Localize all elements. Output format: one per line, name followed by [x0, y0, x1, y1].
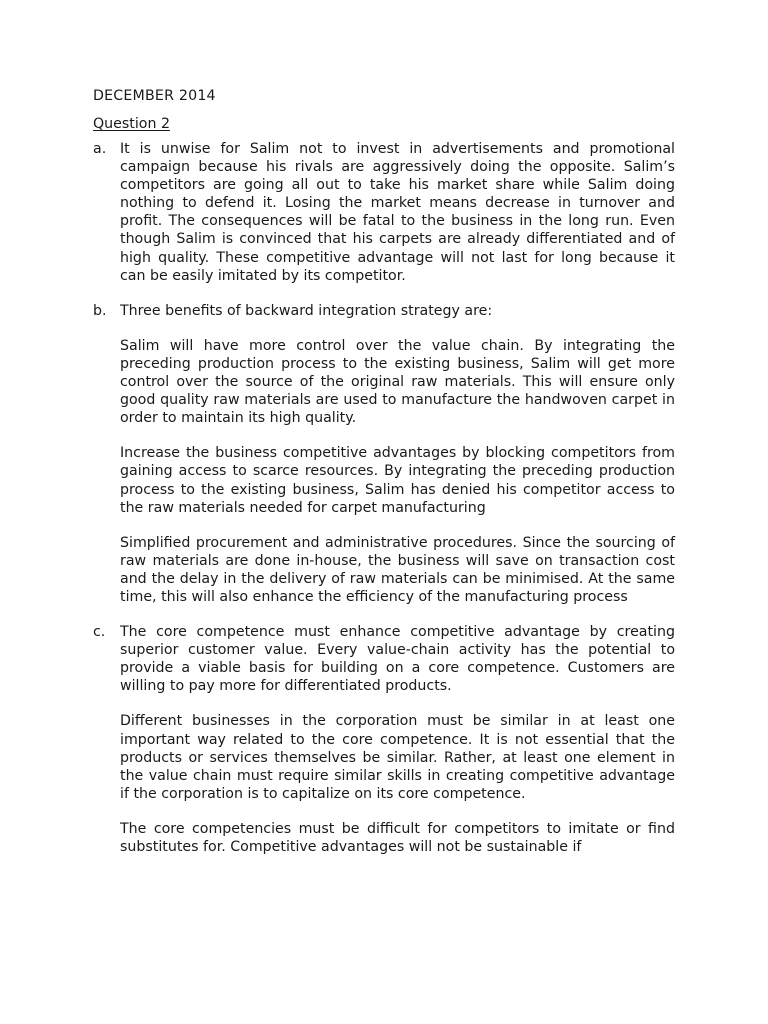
- answer-item-b: [93, 302, 675, 606]
- question-label: Question 2: [93, 116, 170, 132]
- answer-list: [93, 140, 675, 856]
- document-page: [93, 86, 675, 856]
- list-marker: b.: [93, 302, 107, 319]
- answer-b-paragraph-2: Salim will have more control over the value chain. By integrating the preceding production process to the existing business, Salim will get more control over the source of the original raw materials. This will ensure only good quality raw materials are used to manufacture the handwoven carpet in order to maintain its high quality.: [120, 337, 675, 427]
- answer-b-paragraph-3: Increase the business competitive advantages by blocking competitors from gaining access to scarce resources. By integrating the preceding production process to the existing business, Salim has denied his competitor access to the raw materials needed for carpet manufacturing: [120, 445, 675, 516]
- list-marker: a.: [93, 141, 107, 157]
- document-heading: DECEMBER 2014: [93, 88, 216, 104]
- list-marker: c.: [93, 624, 106, 641]
- answer-c-paragraph-2: Different businesses in the corporation must be similar in at least one important way related to the core competence. It is not essential that the products or services themselves be similar. Rather, at least one element in the value chain must require similar skills in creating competitive advantage if the corporation is to capitalize on its core competence.: [120, 713, 675, 802]
- answer-b-paragraph-1: Three benefits of backward integration strategy are:: [120, 302, 493, 319]
- answer-a-paragraph-1: It is unwise for Salim not to invest in advertisements and promotional campaign because his rivals are aggressively doing the opposite. Salim’s competitors are going all out to take his market share while Salim doing nothing to defend it. Losing the market means decrease in turnover and profit. The consequences will be fatal to the business in the long run. Even though Salim is convinced that his carpets are already differentiated and of high quality. These competitive advantage will not last for long because it can be easily imitated by its competitor.: [120, 141, 675, 284]
- answer-b-paragraph-4: Simplified procurement and administrative procedures. Since the sourcing of raw materials are done in-house, the business will save on transaction cost and the delay in the delivery of raw materials can be minimised. At the same time, this will also enhance the efficiency of the manufacturing process: [120, 534, 675, 605]
- answer-item-a: [93, 140, 675, 285]
- answer-item-c: [93, 623, 675, 856]
- answer-c-paragraph-3: The core competencies must be difficult for competitors to imitate or find substitutes for. Competitive advantages will not be sustainable if: [120, 820, 675, 855]
- answer-c-paragraph-1: The core competence must enhance competitive advantage by creating superior customer value. Every value-chain activity has the potential to provide a viable basis for building on a core competence. Customers are willing to pay more for differentiated products.: [120, 624, 675, 695]
